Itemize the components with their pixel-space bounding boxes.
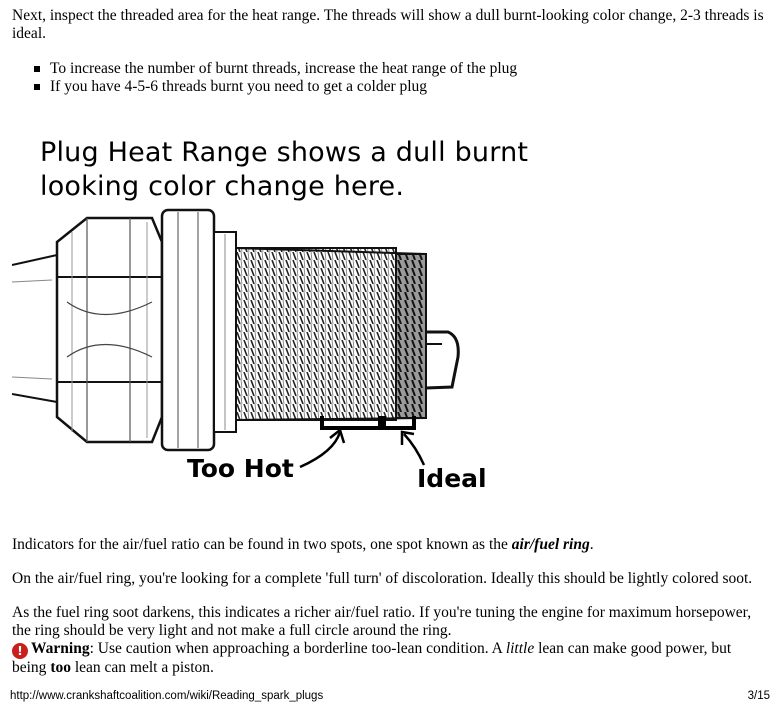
warning-text: : Use caution when approaching a borderline too-lean condition. A [89,640,506,657]
spark-plug-figure [12,132,572,502]
footer-url[interactable]: http://www.crankshaftcoalition.com/wiki/Reading_spark_plugs [10,690,324,702]
air-fuel-paragraph [12,536,594,554]
intro-paragraph: Next, inspect the threaded area for the heat range. The threads will show a dull burnt-looking color change, 2-3 threads is ideal. [12,7,764,42]
plug-hex-nut [57,218,162,442]
warning-icon: ! [12,643,28,659]
list-item: To increase the number of burnt threads, increase the heat range of the plug [12,60,517,78]
figure-caption-line-1: Plug Heat Range shows a dull burnt [40,137,529,168]
full-turn-paragraph: On the air/fuel ring, you're looking for a complete 'full turn' of discoloration. Ideally this should be lightly colored soot. [12,570,753,587]
plug-electrode [426,332,458,388]
warning-paragraph [12,640,764,677]
spark-plug-drawing [12,132,572,502]
air-fuel-end: . [589,536,594,553]
list-item: If you have 4-5-6 threads burnt you need to get a colder plug [12,78,517,96]
tips-list [12,60,517,96]
figure-caption-line-2: looking color change here. [40,171,405,202]
plug-flange [162,210,236,450]
warning-label: Warning [31,640,90,657]
air-fuel-text: Indicators for the air/fuel ratio can be found in two spots, one spot known as the [12,536,512,553]
warning-text: lean can melt a piston. [70,659,214,676]
plug-threads [236,248,426,420]
annotation-arrows [300,430,424,467]
warning-bold: too [50,659,71,676]
warning-text: lean can make good power, but being [12,640,732,676]
page-number: 3/15 [747,690,770,702]
warning-italic: little [505,640,535,657]
ideal-label: Ideal [417,464,487,493]
air-fuel-ring-term: air/fuel ring [511,536,590,553]
page-footer [10,690,770,702]
too-hot-label: Too Hot [187,454,294,483]
plug-shaft [12,255,57,402]
soot-paragraph: As the fuel ring soot darkens, this indicates a richer air/fuel ratio. If you're tuning the engine for maximum horsepower, the ring should be very light and not make a full circle around the ring. [12,604,752,639]
